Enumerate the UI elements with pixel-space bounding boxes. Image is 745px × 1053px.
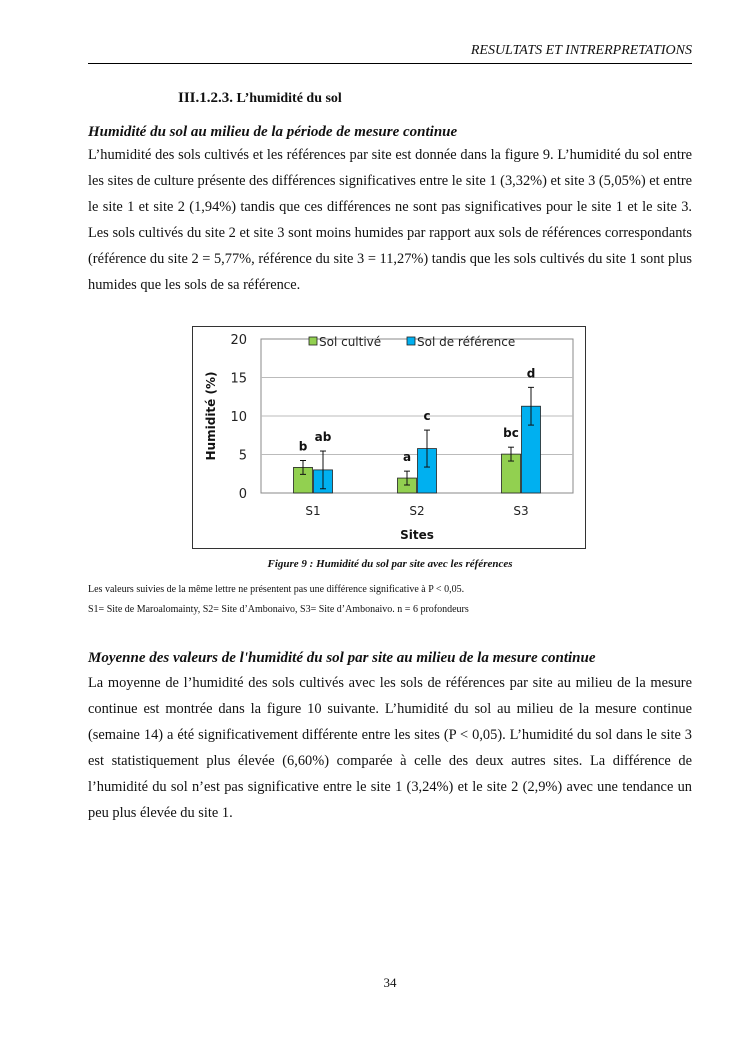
y-axis-label: Humidité (%) [204, 371, 218, 461]
y-tick-label: 10 [230, 410, 247, 425]
x-axis-label: Sites [400, 528, 434, 542]
significance-letter: c [423, 409, 431, 424]
paragraph-1: L’humidité des sols cultivés et les références par site est donnée dans la figure 9. L’humidité du sol entre les sites de culture présente des différences significatives entre le site 1 (3,32%) et site 3 (5,05%) et entre le site 1 et site 2 (1,94%) tandis que ces différences ne sont pas significatives pour le site 1 et le site 3. Les sols cultivés du site 2 et site 3 sont moins humides par rapport aux sols de références correspondants (référence du site 2 = 5,77%, référence du site 3 = 11,27%) tandis que les sols cultivés du site 1 sont plus humides que les sols de sa référence. [88, 147, 692, 293]
x-tick-label: S1 [305, 504, 321, 518]
figure-note-1: Les valeurs suivies de la même lettre ne présentent pas une différence significative à P < 0,05. [88, 584, 465, 595]
y-tick-label: 20 [230, 333, 247, 348]
y-tick-label: 15 [230, 371, 247, 387]
running-header: RESULTATS ET INTRERPRETATIONS [470, 43, 692, 58]
y-tick-label: 5 [238, 448, 247, 464]
legend-swatch [309, 337, 317, 345]
figure-caption: Figure 9 : Humidité du sol par site avec les références [267, 558, 513, 570]
page-number: 34 [383, 975, 397, 990]
x-tick-label: S2 [409, 504, 425, 518]
figure-9-chart [192, 326, 586, 549]
section-heading [178, 90, 342, 107]
header-rule [88, 63, 692, 64]
section-number: III.1.2.3. [178, 90, 234, 106]
significance-letter: a [402, 450, 412, 465]
y-tick-label: 0 [238, 487, 247, 502]
figure-note-2: S1= Site de Maroalomainty, S2= Site d’Ambonaivo, S3= Site d’Ambonaivo. n = 6 profondeurs [88, 604, 469, 615]
x-tick-label: S3 [513, 504, 529, 518]
significance-letter: d [526, 366, 536, 381]
chart-svg [193, 327, 585, 548]
significance-letter: bc [503, 426, 519, 441]
subsection-title-2: Moyenne des valeurs de l'humidité du sol par site au milieu de la mesure continue [88, 650, 596, 666]
subsection-title-1: Humidité du sol au milieu de la période de mesure continue [88, 124, 458, 140]
paragraph-2: La moyenne de l’humidité des sols cultivés avec les sols de références par site au milieu de la mesure continue est montrée dans la figure 10 suivante. L’humidité du sol au milieu de la mesure continue (semaine 14) a été significativement différente entre les sites (P < 0,05). L’humidité du sol dans le site 3 est statistiquement plus élevée (6,60%) comparée à celle des deux autres sites. La différence de l’humidité du sol n’est pas significative entre le site 1 (3,24%) et le site 2 (2,9%) avec une tendance un peu plus élevée du site 1. [88, 675, 692, 821]
significance-letter: ab [314, 430, 332, 445]
legend-swatch [407, 337, 415, 345]
legend-label: Sol de référence [417, 335, 516, 349]
section-title: L’humidité du sol [236, 91, 342, 106]
significance-letter: b [298, 439, 308, 454]
legend-label: Sol cultivé [319, 335, 382, 349]
